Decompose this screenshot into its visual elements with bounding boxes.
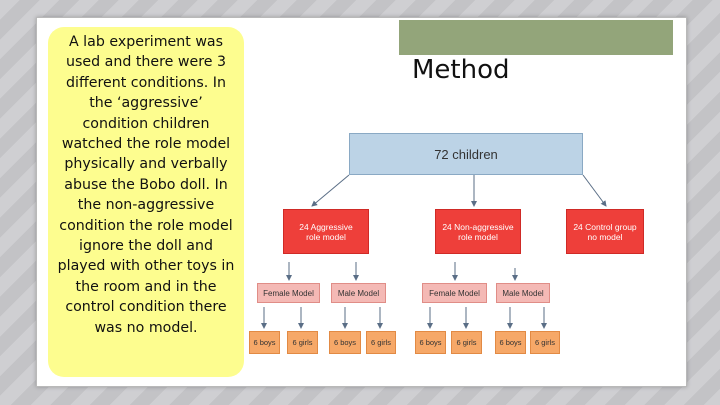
model-node-female-2: Female Model (422, 283, 487, 303)
child-node-3: 6 boys (329, 331, 361, 354)
arrow-root-to-group-3 (583, 175, 606, 206)
description-note: A lab experiment was used and there were 3 different conditions. In the ‘aggressive’ condition children watched the role model physically and verbally abuse the Bobo doll. In the non-aggressive condition the role model ignore the doll and played with other toys in the room and in the control condition there was no model. (48, 27, 244, 377)
group-node-control (566, 209, 644, 254)
child-node-1: 6 boys (249, 331, 280, 354)
child-node-4: 6 girls (366, 331, 396, 354)
group-label-line1: 24 Aggressive (299, 221, 353, 232)
model-node-male-1: Male Model (331, 283, 386, 303)
child-node-8: 6 girls (530, 331, 560, 354)
group-label-line1: 24 Non-aggressive (442, 221, 514, 232)
group-node-aggressive (283, 209, 369, 254)
group-node-non-aggressive (435, 209, 521, 254)
group-label-line2: role model (458, 231, 498, 242)
group-label-line2: role model (306, 231, 346, 242)
arrow-root-to-group-1 (312, 175, 349, 206)
model-node-female-1: Female Model (257, 283, 320, 303)
child-node-2: 6 girls (287, 331, 318, 354)
root-node: 72 children (349, 133, 583, 175)
group-label-line2: no model (587, 231, 623, 242)
group-label-line1: 24 Control group (573, 221, 637, 232)
model-node-male-2: Male Model (496, 283, 550, 303)
child-node-6: 6 girls (451, 331, 482, 354)
child-node-5: 6 boys (415, 331, 446, 354)
child-node-7: 6 boys (495, 331, 526, 354)
page-title: Method (412, 55, 510, 85)
